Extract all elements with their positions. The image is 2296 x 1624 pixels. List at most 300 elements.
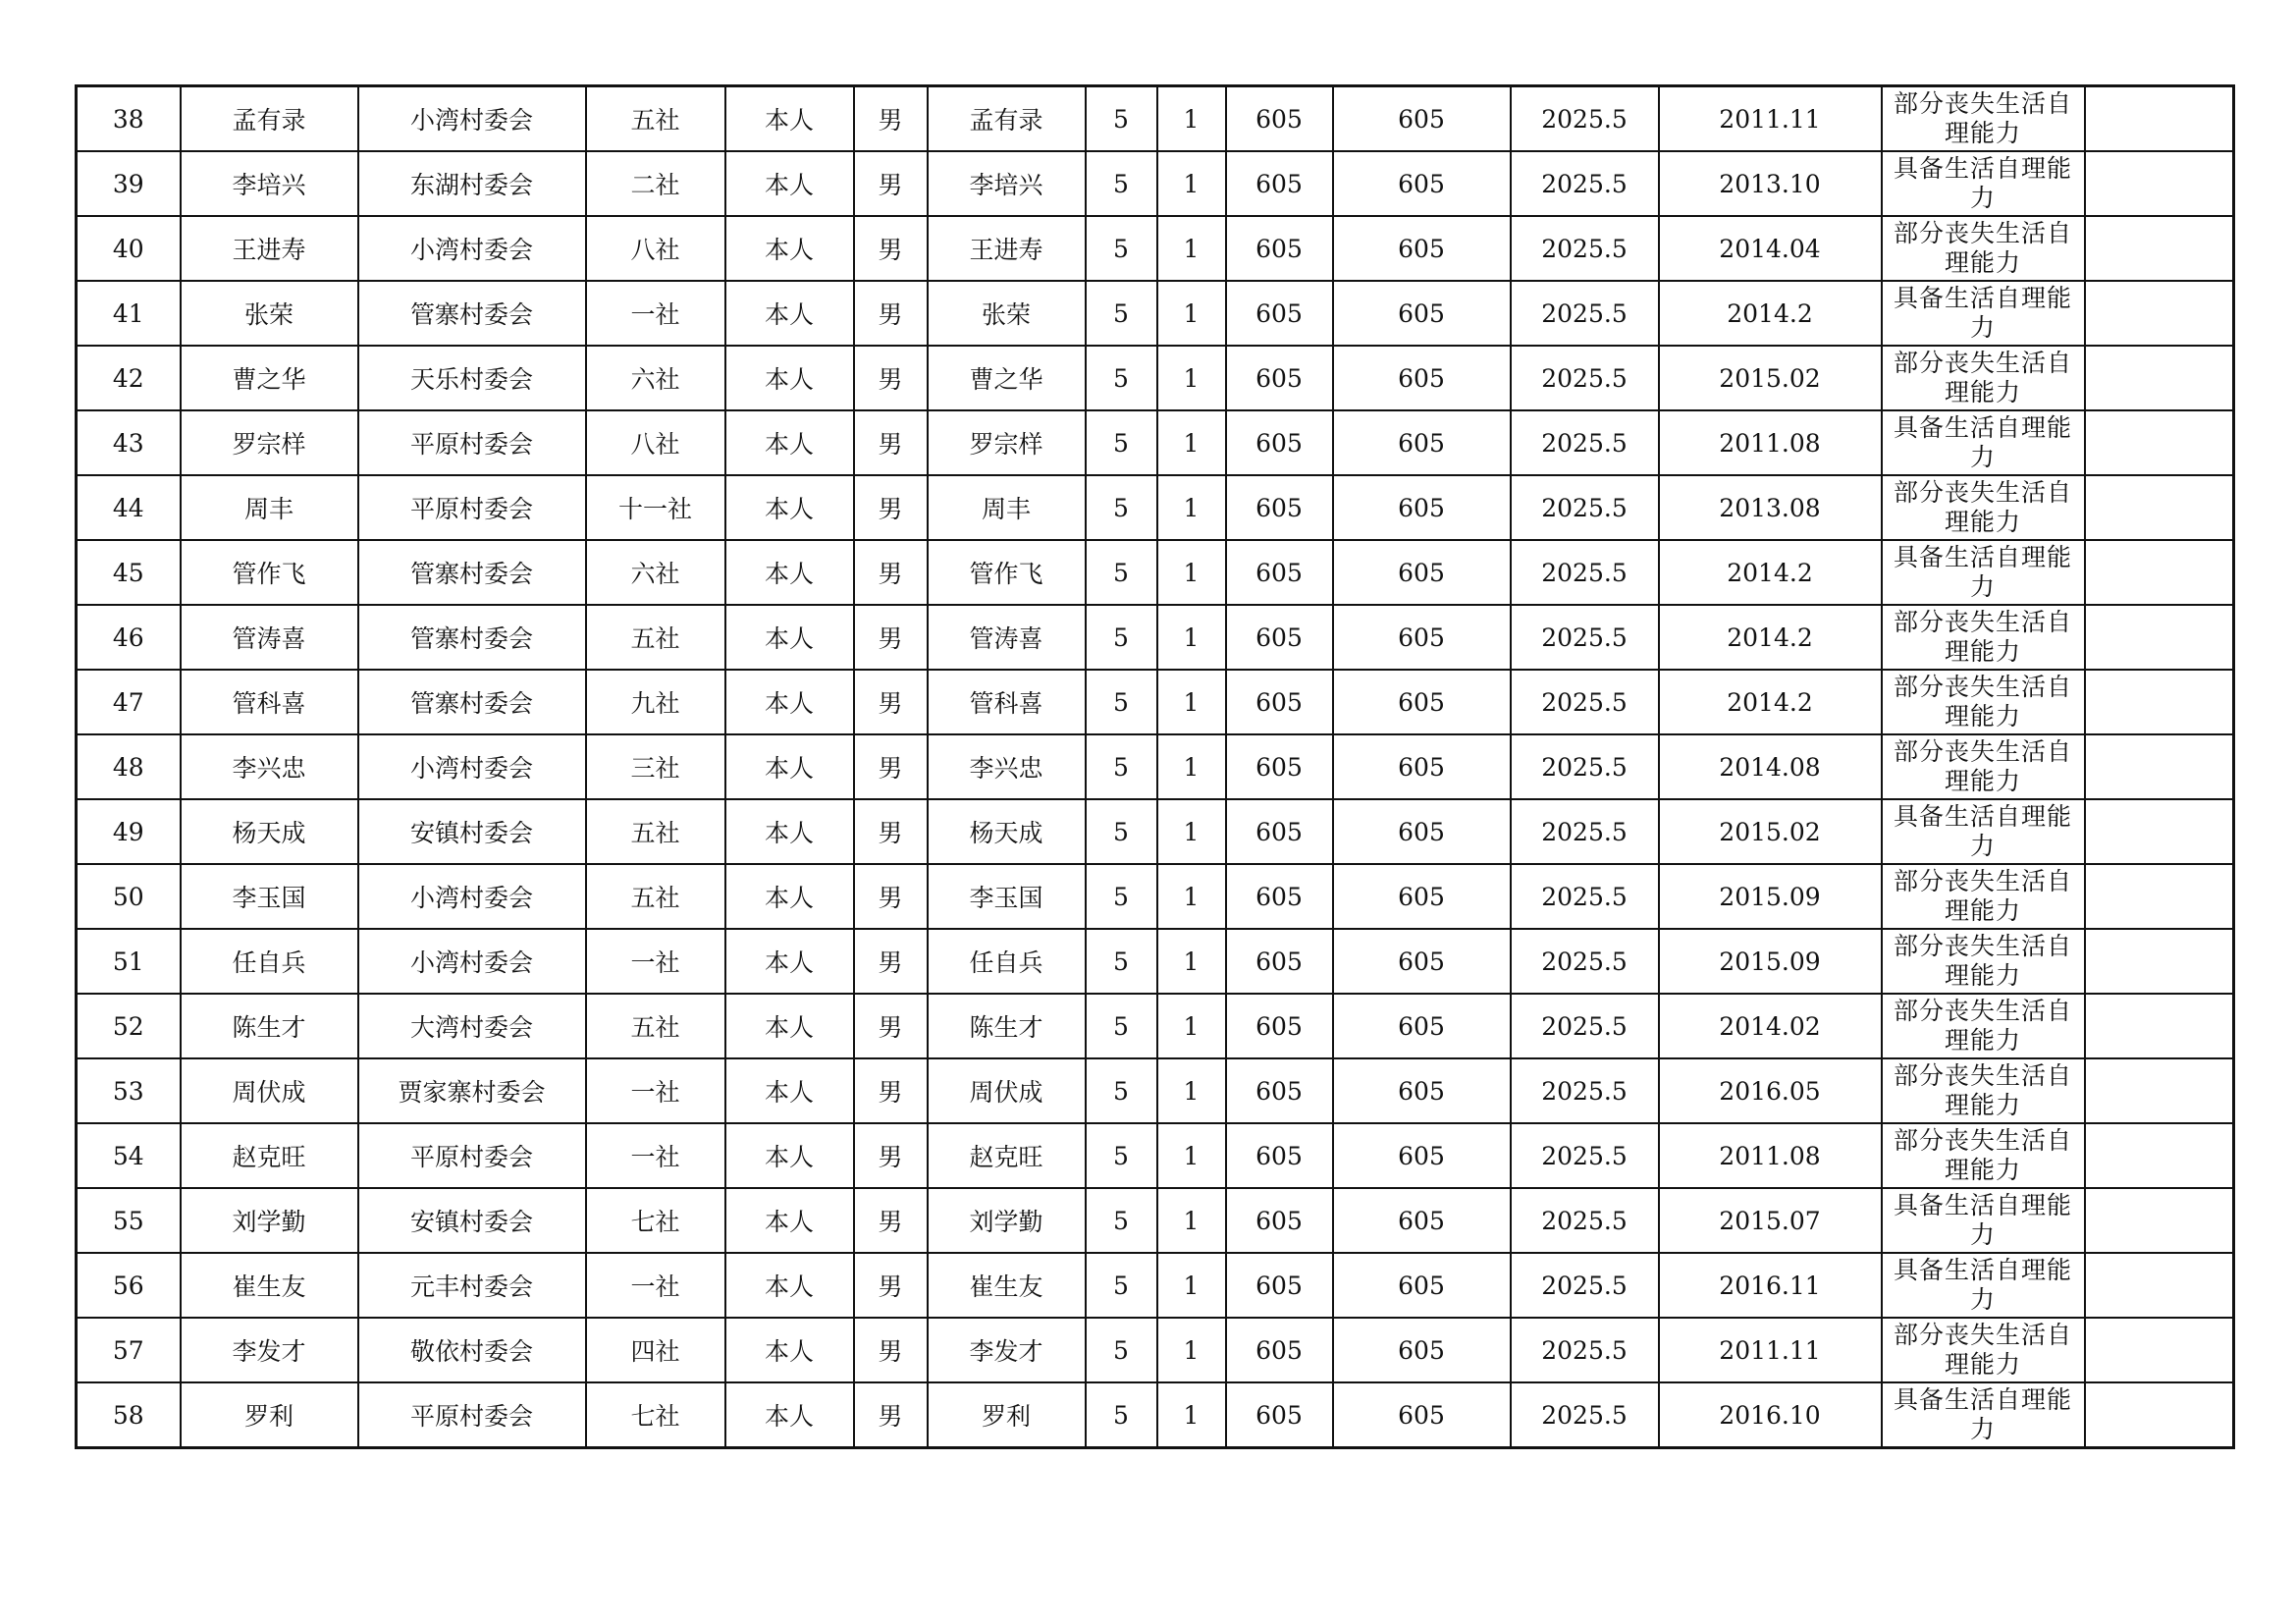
self-care-ability-cell xyxy=(1882,864,2085,929)
village-committee-cell: 贾家寨村委会 xyxy=(358,1058,586,1123)
self-care-text: 具备生活自理能力 xyxy=(1893,543,2072,601)
table-row xyxy=(77,1058,2234,1123)
standard-cell: 5 xyxy=(1086,540,1157,605)
gender-cell: 男 xyxy=(854,1382,928,1448)
household-member-cell: 李发才 xyxy=(928,1318,1086,1382)
household-member-cell: 周伏成 xyxy=(928,1058,1086,1123)
self-care-ability-cell xyxy=(1882,1058,2085,1123)
standard-cell: 5 xyxy=(1086,799,1157,864)
standard-cell: 5 xyxy=(1086,734,1157,799)
amount-cell: 605 xyxy=(1226,1058,1333,1123)
household-member-cell: 管科喜 xyxy=(928,670,1086,734)
standard-cell: 5 xyxy=(1086,1123,1157,1188)
group-cell: 七社 xyxy=(586,1382,725,1448)
amount-cell: 605 xyxy=(1226,346,1333,410)
household-member-cell: 王进寿 xyxy=(928,216,1086,281)
self-care-ability-cell xyxy=(1882,799,2085,864)
remarks-cell xyxy=(2085,605,2234,670)
self-care-ability-cell xyxy=(1882,1253,2085,1318)
self-care-ability-cell xyxy=(1882,1123,2085,1188)
amount-cell: 605 xyxy=(1226,799,1333,864)
household-member-cell: 曹之华 xyxy=(928,346,1086,410)
total-amount-cell: 605 xyxy=(1333,151,1511,216)
period-cell: 2025.5 xyxy=(1511,1382,1659,1448)
relation-cell: 本人 xyxy=(725,1188,854,1253)
seq-cell: 45 xyxy=(77,540,181,605)
enroll-date-cell: 2016.05 xyxy=(1659,1058,1882,1123)
remarks-cell xyxy=(2085,994,2234,1058)
relation-cell: 本人 xyxy=(725,929,854,994)
enroll-date-cell: 2016.10 xyxy=(1659,1382,1882,1448)
relation-cell: 本人 xyxy=(725,734,854,799)
self-care-text: 具备生活自理能力 xyxy=(1893,284,2072,342)
name-cell: 罗利 xyxy=(181,1382,358,1448)
household-member-cell: 崔生友 xyxy=(928,1253,1086,1318)
seq-cell: 38 xyxy=(77,86,181,152)
enroll-date-cell: 2014.2 xyxy=(1659,670,1882,734)
standard-cell: 5 xyxy=(1086,605,1157,670)
household-member-cell: 张荣 xyxy=(928,281,1086,346)
count-cell: 1 xyxy=(1157,605,1226,670)
village-committee-cell: 管寨村委会 xyxy=(358,540,586,605)
relation-cell: 本人 xyxy=(725,216,854,281)
group-cell: 一社 xyxy=(586,1253,725,1318)
total-amount-cell: 605 xyxy=(1333,1123,1511,1188)
relation-cell: 本人 xyxy=(725,1382,854,1448)
count-cell: 1 xyxy=(1157,1058,1226,1123)
relation-cell: 本人 xyxy=(725,1253,854,1318)
village-committee-cell: 平原村委会 xyxy=(358,475,586,540)
relation-cell: 本人 xyxy=(725,1058,854,1123)
remarks-cell xyxy=(2085,670,2234,734)
gender-cell: 男 xyxy=(854,1188,928,1253)
standard-cell: 5 xyxy=(1086,1382,1157,1448)
standard-cell: 5 xyxy=(1086,994,1157,1058)
group-cell: 八社 xyxy=(586,216,725,281)
seq-cell: 56 xyxy=(77,1253,181,1318)
self-care-ability-cell xyxy=(1882,216,2085,281)
name-cell: 赵克旺 xyxy=(181,1123,358,1188)
remarks-cell xyxy=(2085,929,2234,994)
relation-cell: 本人 xyxy=(725,799,854,864)
enroll-date-cell: 2011.08 xyxy=(1659,410,1882,475)
enroll-date-cell: 2014.04 xyxy=(1659,216,1882,281)
amount-cell: 605 xyxy=(1226,1123,1333,1188)
gender-cell: 男 xyxy=(854,994,928,1058)
self-care-ability-cell xyxy=(1882,151,2085,216)
table-row xyxy=(77,216,2234,281)
standard-cell: 5 xyxy=(1086,346,1157,410)
remarks-cell xyxy=(2085,475,2234,540)
name-cell: 陈生才 xyxy=(181,994,358,1058)
self-care-ability-cell xyxy=(1882,346,2085,410)
village-committee-cell: 平原村委会 xyxy=(358,1123,586,1188)
self-care-ability-cell xyxy=(1882,1188,2085,1253)
count-cell: 1 xyxy=(1157,1318,1226,1382)
self-care-text: 具备生活自理能力 xyxy=(1893,154,2072,212)
household-member-cell: 杨天成 xyxy=(928,799,1086,864)
table-row xyxy=(77,1188,2234,1253)
table-row xyxy=(77,86,2234,152)
amount-cell: 605 xyxy=(1226,1382,1333,1448)
group-cell: 一社 xyxy=(586,281,725,346)
self-care-ability-cell xyxy=(1882,734,2085,799)
remarks-cell xyxy=(2085,1382,2234,1448)
standard-cell: 5 xyxy=(1086,1318,1157,1382)
count-cell: 1 xyxy=(1157,994,1226,1058)
household-member-cell: 周丰 xyxy=(928,475,1086,540)
village-committee-cell: 小湾村委会 xyxy=(358,929,586,994)
relation-cell: 本人 xyxy=(725,670,854,734)
total-amount-cell: 605 xyxy=(1333,1188,1511,1253)
count-cell: 1 xyxy=(1157,151,1226,216)
seq-cell: 51 xyxy=(77,929,181,994)
gender-cell: 男 xyxy=(854,410,928,475)
self-care-text: 部分丧失生活自理能力 xyxy=(1893,1061,2072,1119)
self-care-ability-cell xyxy=(1882,475,2085,540)
seq-cell: 53 xyxy=(77,1058,181,1123)
total-amount-cell: 605 xyxy=(1333,1382,1511,1448)
period-cell: 2025.5 xyxy=(1511,540,1659,605)
seq-cell: 48 xyxy=(77,734,181,799)
gender-cell: 男 xyxy=(854,281,928,346)
seq-cell: 41 xyxy=(77,281,181,346)
household-member-cell: 李兴忠 xyxy=(928,734,1086,799)
total-amount-cell: 605 xyxy=(1333,864,1511,929)
total-amount-cell: 605 xyxy=(1333,86,1511,152)
seq-cell: 43 xyxy=(77,410,181,475)
table-row xyxy=(77,994,2234,1058)
enroll-date-cell: 2014.2 xyxy=(1659,605,1882,670)
amount-cell: 605 xyxy=(1226,929,1333,994)
amount-cell: 605 xyxy=(1226,151,1333,216)
relation-cell: 本人 xyxy=(725,475,854,540)
name-cell: 管涛喜 xyxy=(181,605,358,670)
remarks-cell xyxy=(2085,410,2234,475)
remarks-cell xyxy=(2085,1123,2234,1188)
total-amount-cell: 605 xyxy=(1333,1253,1511,1318)
self-care-text: 部分丧失生活自理能力 xyxy=(1893,737,2072,795)
name-cell: 曹之华 xyxy=(181,346,358,410)
household-member-cell: 任自兵 xyxy=(928,929,1086,994)
village-committee-cell: 小湾村委会 xyxy=(358,86,586,152)
period-cell: 2025.5 xyxy=(1511,864,1659,929)
self-care-ability-cell xyxy=(1882,605,2085,670)
table-row xyxy=(77,864,2234,929)
count-cell: 1 xyxy=(1157,799,1226,864)
gender-cell: 男 xyxy=(854,1318,928,1382)
period-cell: 2025.5 xyxy=(1511,1318,1659,1382)
gender-cell: 男 xyxy=(854,540,928,605)
household-member-cell: 罗利 xyxy=(928,1382,1086,1448)
remarks-cell xyxy=(2085,151,2234,216)
seq-cell: 58 xyxy=(77,1382,181,1448)
village-committee-cell: 大湾村委会 xyxy=(358,994,586,1058)
self-care-text: 部分丧失生活自理能力 xyxy=(1893,478,2072,536)
relation-cell: 本人 xyxy=(725,410,854,475)
self-care-text: 部分丧失生活自理能力 xyxy=(1893,997,2072,1055)
enroll-date-cell: 2011.08 xyxy=(1659,1123,1882,1188)
count-cell: 1 xyxy=(1157,281,1226,346)
self-care-text: 部分丧失生活自理能力 xyxy=(1893,1126,2072,1184)
gender-cell: 男 xyxy=(854,670,928,734)
enroll-date-cell: 2015.09 xyxy=(1659,929,1882,994)
self-care-ability-cell xyxy=(1882,410,2085,475)
total-amount-cell: 605 xyxy=(1333,929,1511,994)
table-body xyxy=(77,86,2234,1448)
enroll-date-cell: 2015.07 xyxy=(1659,1188,1882,1253)
total-amount-cell: 605 xyxy=(1333,670,1511,734)
period-cell: 2025.5 xyxy=(1511,151,1659,216)
enroll-date-cell: 2011.11 xyxy=(1659,1318,1882,1382)
period-cell: 2025.5 xyxy=(1511,734,1659,799)
household-member-cell: 陈生才 xyxy=(928,994,1086,1058)
gender-cell: 男 xyxy=(854,216,928,281)
group-cell: 六社 xyxy=(586,540,725,605)
self-care-ability-cell xyxy=(1882,994,2085,1058)
village-committee-cell: 管寨村委会 xyxy=(358,605,586,670)
name-cell: 张荣 xyxy=(181,281,358,346)
enroll-date-cell: 2013.10 xyxy=(1659,151,1882,216)
village-committee-cell: 小湾村委会 xyxy=(358,864,586,929)
group-cell: 六社 xyxy=(586,346,725,410)
total-amount-cell: 605 xyxy=(1333,1318,1511,1382)
name-cell: 周伏成 xyxy=(181,1058,358,1123)
relation-cell: 本人 xyxy=(725,86,854,152)
self-care-text: 部分丧失生活自理能力 xyxy=(1893,89,2072,147)
total-amount-cell: 605 xyxy=(1333,734,1511,799)
village-committee-cell: 平原村委会 xyxy=(358,410,586,475)
household-member-cell: 赵克旺 xyxy=(928,1123,1086,1188)
amount-cell: 605 xyxy=(1226,1318,1333,1382)
standard-cell: 5 xyxy=(1086,1188,1157,1253)
table-row xyxy=(77,799,2234,864)
self-care-ability-cell xyxy=(1882,281,2085,346)
enroll-date-cell: 2015.02 xyxy=(1659,799,1882,864)
name-cell: 李发才 xyxy=(181,1318,358,1382)
group-cell: 三社 xyxy=(586,734,725,799)
amount-cell: 605 xyxy=(1226,86,1333,152)
total-amount-cell: 605 xyxy=(1333,605,1511,670)
standard-cell: 5 xyxy=(1086,410,1157,475)
group-cell: 五社 xyxy=(586,994,725,1058)
household-member-cell: 罗宗样 xyxy=(928,410,1086,475)
self-care-text: 部分丧失生活自理能力 xyxy=(1893,349,2072,406)
village-committee-cell: 管寨村委会 xyxy=(358,670,586,734)
enroll-date-cell: 2014.08 xyxy=(1659,734,1882,799)
enroll-date-cell: 2014.2 xyxy=(1659,281,1882,346)
count-cell: 1 xyxy=(1157,1253,1226,1318)
total-amount-cell: 605 xyxy=(1333,540,1511,605)
amount-cell: 605 xyxy=(1226,864,1333,929)
village-committee-cell: 敬依村委会 xyxy=(358,1318,586,1382)
standard-cell: 5 xyxy=(1086,151,1157,216)
period-cell: 2025.5 xyxy=(1511,86,1659,152)
village-committee-cell: 元丰村委会 xyxy=(358,1253,586,1318)
total-amount-cell: 605 xyxy=(1333,475,1511,540)
table-row xyxy=(77,475,2234,540)
name-cell: 崔生友 xyxy=(181,1253,358,1318)
enroll-date-cell: 2015.02 xyxy=(1659,346,1882,410)
period-cell: 2025.5 xyxy=(1511,605,1659,670)
table-row xyxy=(77,1318,2234,1382)
period-cell: 2025.5 xyxy=(1511,670,1659,734)
self-care-text: 具备生活自理能力 xyxy=(1893,413,2072,471)
self-care-ability-cell xyxy=(1882,929,2085,994)
period-cell: 2025.5 xyxy=(1511,1123,1659,1188)
amount-cell: 605 xyxy=(1226,475,1333,540)
village-committee-cell: 东湖村委会 xyxy=(358,151,586,216)
seq-cell: 40 xyxy=(77,216,181,281)
household-member-cell: 孟有录 xyxy=(928,86,1086,152)
amount-cell: 605 xyxy=(1226,281,1333,346)
group-cell: 二社 xyxy=(586,151,725,216)
self-care-text: 部分丧失生活自理能力 xyxy=(1893,867,2072,925)
remarks-cell xyxy=(2085,346,2234,410)
group-cell: 四社 xyxy=(586,1318,725,1382)
gender-cell: 男 xyxy=(854,1253,928,1318)
seq-cell: 44 xyxy=(77,475,181,540)
remarks-cell xyxy=(2085,864,2234,929)
period-cell: 2025.5 xyxy=(1511,475,1659,540)
table-row xyxy=(77,670,2234,734)
name-cell: 李兴忠 xyxy=(181,734,358,799)
count-cell: 1 xyxy=(1157,86,1226,152)
gender-cell: 男 xyxy=(854,929,928,994)
gender-cell: 男 xyxy=(854,151,928,216)
remarks-cell xyxy=(2085,734,2234,799)
beneficiary-table xyxy=(75,84,2235,1449)
count-cell: 1 xyxy=(1157,540,1226,605)
name-cell: 李培兴 xyxy=(181,151,358,216)
table-row xyxy=(77,410,2234,475)
group-cell: 十一社 xyxy=(586,475,725,540)
name-cell: 管科喜 xyxy=(181,670,358,734)
amount-cell: 605 xyxy=(1226,1253,1333,1318)
seq-cell: 46 xyxy=(77,605,181,670)
remarks-cell xyxy=(2085,540,2234,605)
count-cell: 1 xyxy=(1157,670,1226,734)
enroll-date-cell: 2013.08 xyxy=(1659,475,1882,540)
amount-cell: 605 xyxy=(1226,605,1333,670)
seq-cell: 52 xyxy=(77,994,181,1058)
gender-cell: 男 xyxy=(854,605,928,670)
table-row xyxy=(77,1382,2234,1448)
amount-cell: 605 xyxy=(1226,994,1333,1058)
seq-cell: 42 xyxy=(77,346,181,410)
remarks-cell xyxy=(2085,216,2234,281)
name-cell: 李玉国 xyxy=(181,864,358,929)
relation-cell: 本人 xyxy=(725,540,854,605)
name-cell: 孟有录 xyxy=(181,86,358,152)
seq-cell: 57 xyxy=(77,1318,181,1382)
name-cell: 周丰 xyxy=(181,475,358,540)
seq-cell: 55 xyxy=(77,1188,181,1253)
relation-cell: 本人 xyxy=(725,346,854,410)
village-committee-cell: 天乐村委会 xyxy=(358,346,586,410)
name-cell: 任自兵 xyxy=(181,929,358,994)
count-cell: 1 xyxy=(1157,864,1226,929)
seq-cell: 47 xyxy=(77,670,181,734)
period-cell: 2025.5 xyxy=(1511,410,1659,475)
group-cell: 五社 xyxy=(586,86,725,152)
village-committee-cell: 安镇村委会 xyxy=(358,799,586,864)
remarks-cell xyxy=(2085,799,2234,864)
gender-cell: 男 xyxy=(854,346,928,410)
self-care-text: 具备生活自理能力 xyxy=(1893,1191,2072,1249)
relation-cell: 本人 xyxy=(725,994,854,1058)
amount-cell: 605 xyxy=(1226,734,1333,799)
self-care-ability-cell xyxy=(1882,540,2085,605)
amount-cell: 605 xyxy=(1226,1188,1333,1253)
relation-cell: 本人 xyxy=(725,605,854,670)
group-cell: 一社 xyxy=(586,1058,725,1123)
village-committee-cell: 小湾村委会 xyxy=(358,734,586,799)
amount-cell: 605 xyxy=(1226,410,1333,475)
relation-cell: 本人 xyxy=(725,151,854,216)
household-member-cell: 李培兴 xyxy=(928,151,1086,216)
table-row xyxy=(77,281,2234,346)
remarks-cell xyxy=(2085,1318,2234,1382)
village-committee-cell: 平原村委会 xyxy=(358,1382,586,1448)
relation-cell: 本人 xyxy=(725,281,854,346)
gender-cell: 男 xyxy=(854,475,928,540)
table-row xyxy=(77,151,2234,216)
seq-cell: 49 xyxy=(77,799,181,864)
household-member-cell: 刘学勤 xyxy=(928,1188,1086,1253)
relation-cell: 本人 xyxy=(725,1318,854,1382)
enroll-date-cell: 2014.2 xyxy=(1659,540,1882,605)
seq-cell: 39 xyxy=(77,151,181,216)
standard-cell: 5 xyxy=(1086,216,1157,281)
group-cell: 一社 xyxy=(586,1123,725,1188)
total-amount-cell: 605 xyxy=(1333,216,1511,281)
amount-cell: 605 xyxy=(1226,670,1333,734)
group-cell: 八社 xyxy=(586,410,725,475)
table-row xyxy=(77,1253,2234,1318)
household-member-cell: 管涛喜 xyxy=(928,605,1086,670)
enroll-date-cell: 2016.11 xyxy=(1659,1253,1882,1318)
table-row xyxy=(77,346,2234,410)
name-cell: 王进寿 xyxy=(181,216,358,281)
self-care-text: 部分丧失生活自理能力 xyxy=(1893,608,2072,666)
relation-cell: 本人 xyxy=(725,1123,854,1188)
count-cell: 1 xyxy=(1157,216,1226,281)
standard-cell: 5 xyxy=(1086,1058,1157,1123)
period-cell: 2025.5 xyxy=(1511,1253,1659,1318)
standard-cell: 5 xyxy=(1086,475,1157,540)
standard-cell: 5 xyxy=(1086,86,1157,152)
total-amount-cell: 605 xyxy=(1333,799,1511,864)
self-care-text: 具备生活自理能力 xyxy=(1893,802,2072,860)
count-cell: 1 xyxy=(1157,929,1226,994)
household-member-cell: 李玉国 xyxy=(928,864,1086,929)
remarks-cell xyxy=(2085,1188,2234,1253)
self-care-text: 部分丧失生活自理能力 xyxy=(1893,932,2072,990)
count-cell: 1 xyxy=(1157,410,1226,475)
group-cell: 五社 xyxy=(586,605,725,670)
amount-cell: 605 xyxy=(1226,216,1333,281)
table-row xyxy=(77,605,2234,670)
enroll-date-cell: 2015.09 xyxy=(1659,864,1882,929)
remarks-cell xyxy=(2085,1058,2234,1123)
household-member-cell: 管作飞 xyxy=(928,540,1086,605)
period-cell: 2025.5 xyxy=(1511,929,1659,994)
table-row xyxy=(77,734,2234,799)
village-committee-cell: 管寨村委会 xyxy=(358,281,586,346)
table-row xyxy=(77,540,2234,605)
enroll-date-cell: 2011.11 xyxy=(1659,86,1882,152)
